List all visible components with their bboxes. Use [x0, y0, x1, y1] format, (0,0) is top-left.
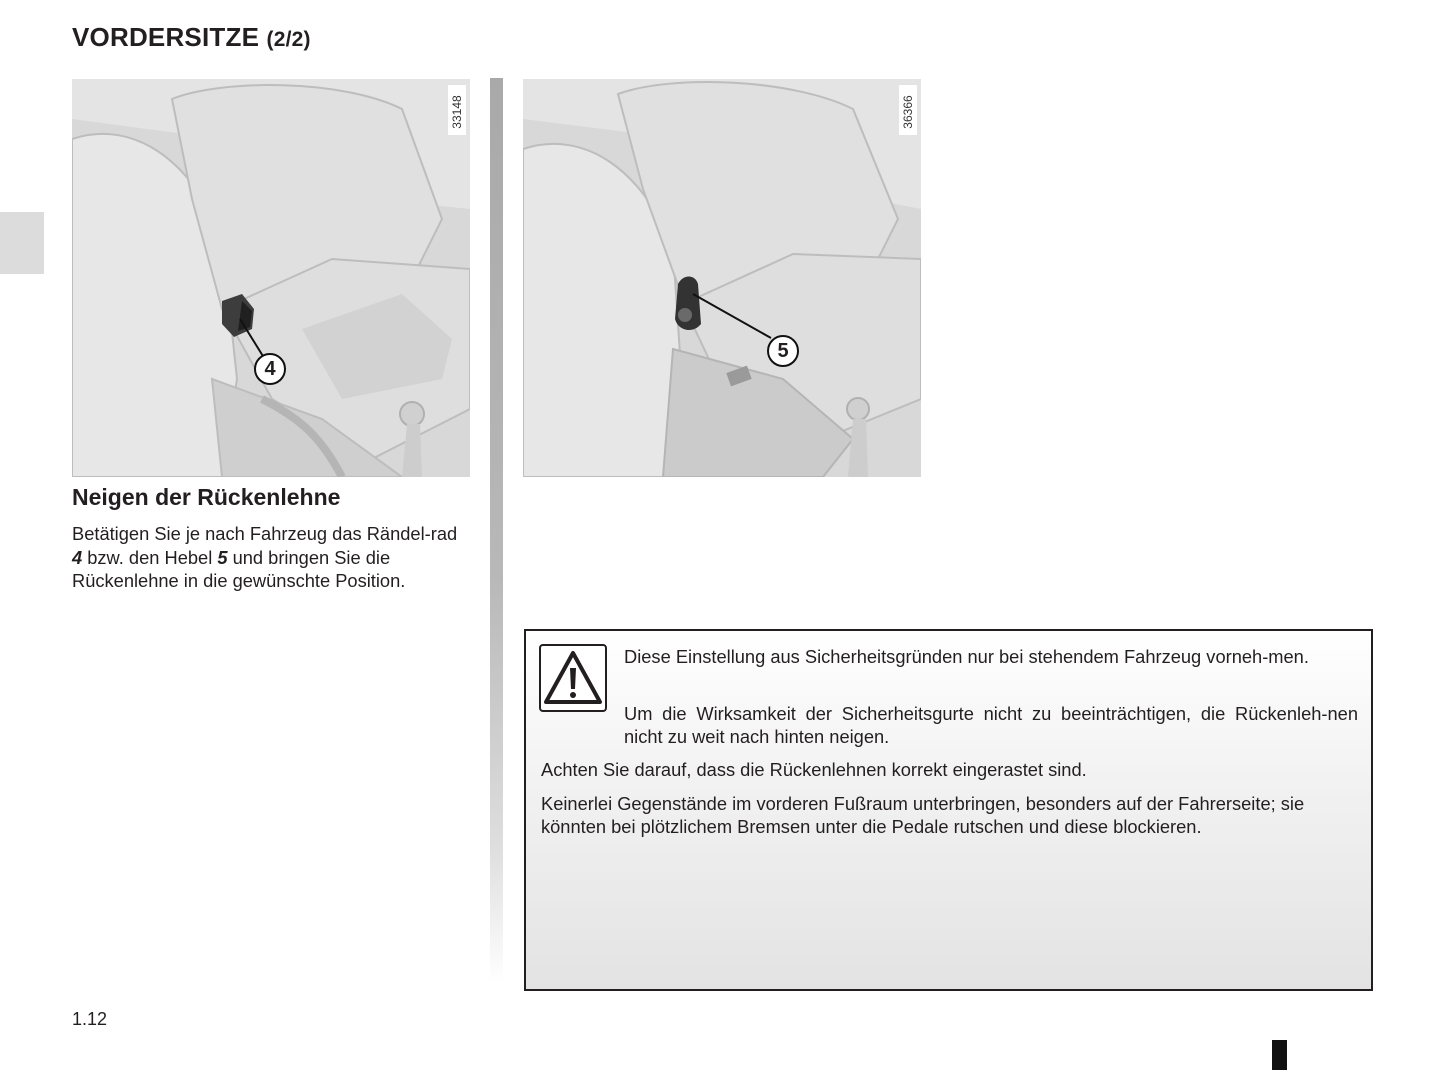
figure-code-text-1: 33148 — [450, 95, 464, 129]
title-main: VORDERSITZE — [72, 22, 260, 52]
page-title — [72, 22, 311, 53]
title-suffix: (2/2) — [266, 28, 311, 51]
warning-paragraph-4: Keinerlei Gegenstände im vorderen Fußraum unterbringen, besonders auf der Fahrerseite; sie könnten bei plötzlichem Bremsen unter die Pedale rutschen und diese blockieren. — [541, 793, 1305, 837]
section-body — [72, 522, 472, 593]
ref-lever-5: 5 — [217, 546, 228, 568]
figure-seat-wheel — [72, 79, 470, 477]
seat-lever-illustration — [523, 79, 921, 477]
body-text-part2: bzw. den Hebel — [82, 546, 218, 568]
figure-code-1 — [444, 89, 470, 137]
figure-code-2 — [895, 89, 921, 137]
warning-paragraph-1: Diese Einstellung aus Sicherheitsgründen nur bei stehendem Fahrzeug vorneh-men. — [624, 646, 1309, 667]
page-number: 1.12 — [72, 1009, 108, 1029]
body-text-part1: Betätigen Sie je nach Fahrzeug das Rändel-rad — [72, 523, 458, 544]
figure-code-text-2: 36366 — [901, 95, 915, 129]
warning-paragraph-2: Um die Wirksamkeit der Sicherheitsgurte nicht zu beeinträchtigen, die Rückenleh-nen nicht zu weit nach hinten neigen. — [624, 703, 1358, 747]
figure-seat-lever — [523, 79, 921, 477]
seat-wheel-illustration — [72, 79, 470, 477]
callout-4: 4 — [254, 353, 286, 385]
section-heading: Neigen der Rückenlehne — [72, 484, 341, 510]
ref-wheel-4: 4 — [72, 546, 83, 568]
callout-5: 5 — [767, 335, 799, 367]
column-divider — [490, 78, 503, 983]
page-edge-marker — [1272, 1040, 1287, 1070]
body-text-part3: und bringen Sie die Rückenlehne in die gewünschte Position. — [72, 546, 406, 591]
warning-triangle-icon — [539, 644, 607, 712]
section-paragraph — [72, 522, 472, 593]
warning-box — [524, 629, 1373, 991]
chapter-tab — [0, 212, 44, 274]
warning-paragraph-3: Achten Sie darauf, dass die Rückenlehnen korrekt eingerastet sind. — [541, 759, 1087, 780]
